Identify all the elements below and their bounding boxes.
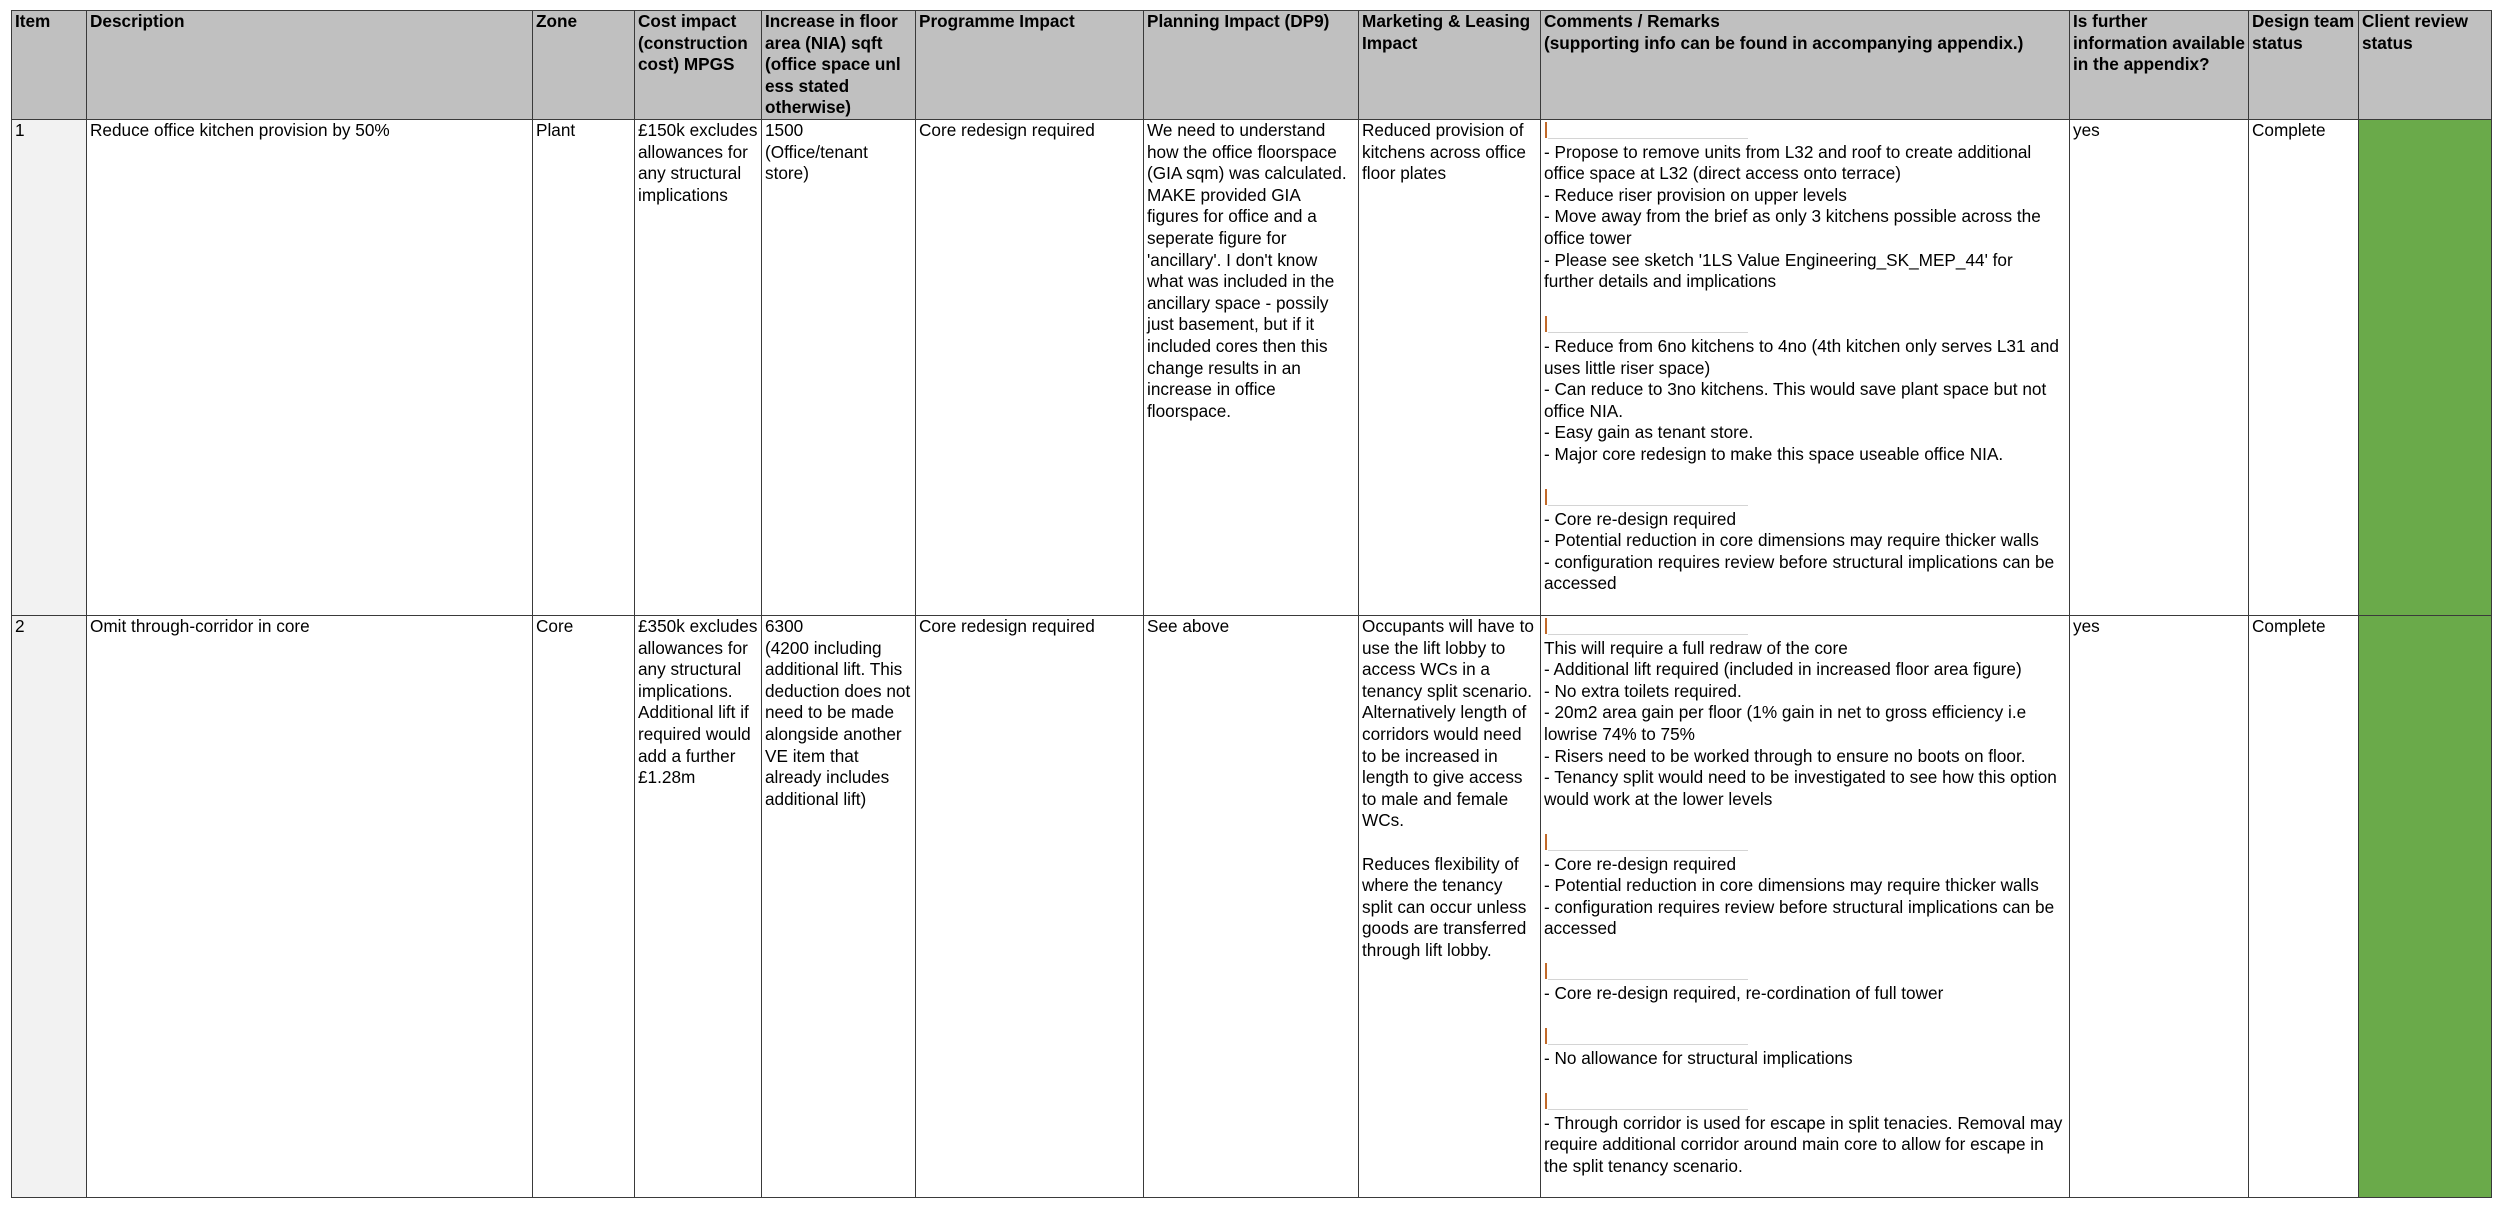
cell-programme-impact[interactable]: Core redesign required xyxy=(916,615,1144,1197)
table-row xyxy=(12,119,2492,615)
comment-block: - No allowance for structural implications xyxy=(1544,1047,1853,1068)
cell-item[interactable]: 2 xyxy=(12,615,87,1197)
cell-marketing-impact[interactable]: Reduced provision of kitchens across office floor plates xyxy=(1359,119,1541,615)
comment-author-marker xyxy=(1544,314,2066,336)
comment-author-marker xyxy=(1544,487,2066,509)
cell-further-info[interactable]: yes xyxy=(2070,119,2249,615)
cell-zone[interactable]: Plant xyxy=(533,119,635,615)
cell-zone[interactable]: Core xyxy=(533,615,635,1197)
comment-author-marker xyxy=(1544,832,2066,854)
header-comments[interactable] xyxy=(1541,11,2070,120)
header-marketing-impact[interactable]: Marketing & Leasing Impact xyxy=(1359,11,1541,120)
cell-cost-impact[interactable]: £150k excludes allowances for any structural implications xyxy=(635,119,762,615)
comment-author-marker xyxy=(1544,961,2066,983)
header-zone[interactable]: Zone xyxy=(533,11,635,120)
cell-description[interactable]: Reduce office kitchen provision by 50% xyxy=(87,119,533,615)
table-row xyxy=(12,615,2492,1197)
cell-comments[interactable] xyxy=(1541,119,2070,615)
comment-block: This will require a full redraw of the core - Additional lift required (included in increased floor area figure) - No extra toilets required. - 20m2 area gain per floor (1% gain in net to gross efficiency i.e lowrise 74% to 75% - Risers need to be worked through to ensure no boots on floor. - Tenancy split would need to be investigated to see how this option would work at the lower levels xyxy=(1544,637,2057,809)
cell-client-status[interactable] xyxy=(2359,615,2492,1197)
header-description[interactable]: Description xyxy=(87,11,533,120)
header-cost-impact[interactable]: Cost impact (construction cost) MPGS xyxy=(635,11,762,120)
cell-design-status[interactable]: Complete xyxy=(2249,119,2359,615)
header-client-status[interactable]: Client review status xyxy=(2359,11,2492,120)
comment-author-marker xyxy=(1544,1091,2066,1113)
comment-author-marker xyxy=(1544,120,2066,142)
cell-floor-area[interactable]: 6300 (4200 including additional lift. This deduction does not need to be made alongside another VE item that already includes additional lift) xyxy=(762,615,916,1197)
comment-block: - Through corridor is used for escape in split tenacies. Removal may require additional corridor around main core to allow for escape in the split tenancy scenario. xyxy=(1544,1112,2063,1176)
header-item[interactable]: Item xyxy=(12,11,87,120)
header-comments-subtitle: (supporting info can be found in accompanying appendix.) xyxy=(1544,32,2024,53)
comment-block: - Core re-design required - Potential reduction in core dimensions may require thicker walls - configuration requires review before structural implications can be accessed xyxy=(1544,508,2055,594)
cell-client-status[interactable] xyxy=(2359,119,2492,615)
ve-register-table xyxy=(11,10,2492,1198)
cell-marketing-impact[interactable]: Occupants will have to use the lift lobby to access WCs in a tenancy split scenario. Alternatively length of corridors would need to be increased in length to give access to male and female WCs. Reduces flexibility of where the tenancy split can occur unless goods are transferred through lift lobby. xyxy=(1359,615,1541,1197)
comment-author-marker xyxy=(1544,1026,2066,1048)
cell-cost-impact[interactable]: £350k excludes allowances for any structural implications. Additional lift if required would add a further £1.28m xyxy=(635,615,762,1197)
cell-comments[interactable] xyxy=(1541,615,2070,1197)
header-comments-title: Comments / Remarks xyxy=(1544,11,1720,31)
header-planning-impact[interactable]: Planning Impact (DP9) xyxy=(1144,11,1359,120)
comment-block: - Reduce from 6no kitchens to 4no (4th kitchen only serves L31 and uses little riser space) - Can reduce to 3no kitchens. This would save plant space but not office NIA. - Easy gain as tenant store. - Major core redesign to make this space useable office NIA. xyxy=(1544,335,2059,464)
comment-block: - Propose to remove units from L32 and roof to create additional office space at L32 (direct access onto terrace) - Reduce riser provision on upper levels - Move away from the brief as only 3 kitchens possible across the office tower - Please see sketch '1LS Value Engineering_SK_MEP_44' for further details and implications xyxy=(1544,141,2041,292)
cell-description[interactable]: Omit through-corridor in core xyxy=(87,615,533,1197)
cell-further-info[interactable]: yes xyxy=(2070,615,2249,1197)
header-floor-area[interactable]: Increase in floor area (NIA) sqft (office space unl ess stated otherwise) xyxy=(762,11,916,120)
cell-floor-area[interactable]: 1500 (Office/tenant store) xyxy=(762,119,916,615)
cell-design-status[interactable]: Complete xyxy=(2249,615,2359,1197)
cell-item[interactable]: 1 xyxy=(12,119,87,615)
comment-author-marker xyxy=(1544,616,2066,638)
header-row xyxy=(12,11,2492,120)
header-programme-impact[interactable]: Programme Impact xyxy=(916,11,1144,120)
cell-planning-impact[interactable]: We need to understand how the office floorspace (GIA sqm) was calculated. MAKE provided GIA figures for office and a seperate figure for 'ancillary'. I don't know what was included in the ancillary space - possily just basement, but if it included cores then this change results in an increase in office floorspace. xyxy=(1144,119,1359,615)
header-further-info[interactable]: Is further information available in the appendix? xyxy=(2070,11,2249,120)
header-design-status[interactable]: Design team status xyxy=(2249,11,2359,120)
comment-block: - Core re-design required, re-cordination of full tower xyxy=(1544,983,1944,1004)
cell-planning-impact[interactable]: See above xyxy=(1144,615,1359,1197)
comment-block: - Core re-design required - Potential reduction in core dimensions may require thicker walls - configuration requires review before structural implications can be accessed xyxy=(1544,853,2055,939)
cell-programme-impact[interactable]: Core redesign required xyxy=(916,119,1144,615)
